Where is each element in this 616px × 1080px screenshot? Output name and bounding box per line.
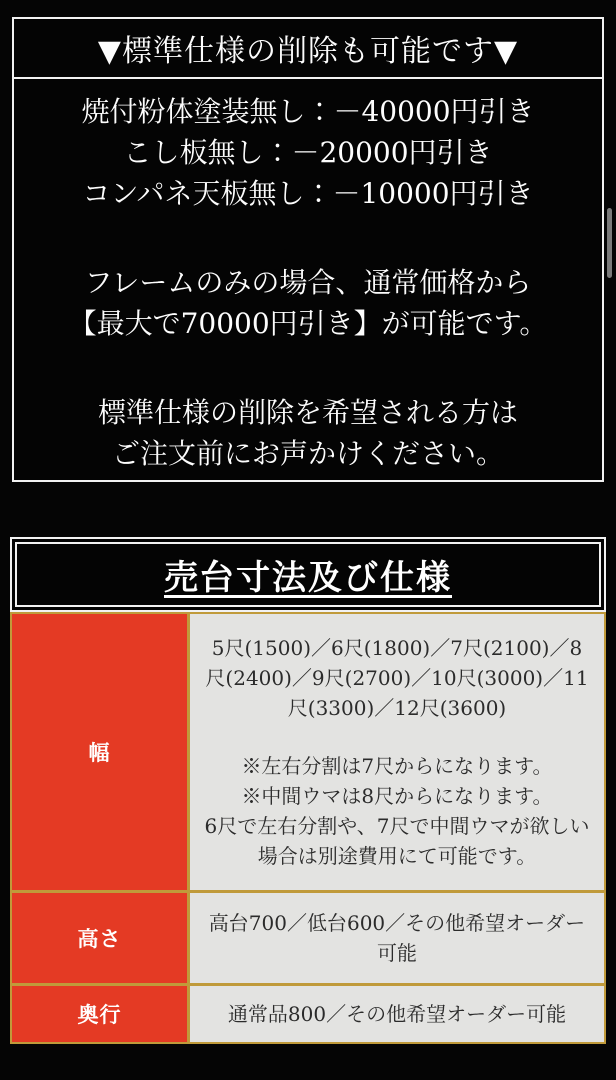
width-note-line: ※左右分割は7尺からになります。: [241, 754, 553, 778]
spec-title-inner: [15, 542, 601, 607]
notice-line: フレームのみの場合、通常価格から: [84, 266, 532, 299]
notice-line: 【最大で70000円引き】が可能です。: [68, 307, 548, 340]
notice-line: コンパネ天板無し：－10000円引き: [82, 177, 534, 210]
width-note-line: 6尺で左右分割や、7尺で中間ウマが欲しい場合は別途費用にて可能です。: [204, 814, 590, 868]
height-sizes-text: 高台700／低台600／その他希望オーダー可能: [208, 911, 586, 965]
spec-row-height-value: [190, 893, 604, 983]
scrollbar-thumb[interactable]: [607, 208, 612, 278]
width-note-line: ※中間ウマは8尺からになります。: [241, 784, 553, 808]
notice-paragraph-request: [14, 392, 602, 474]
depth-sizes-text: 通常品800／その他希望オーダー可能: [227, 1002, 567, 1026]
spec-row-depth-label: 奥行: [12, 986, 187, 1042]
notice-box: [12, 17, 604, 482]
notice-line: 標準仕様の削除を希望される方は: [97, 396, 518, 429]
notice-line: こし板無し：－20000円引き: [123, 136, 493, 169]
spec-row-depth-value: [190, 986, 604, 1042]
spec-title-box: [10, 537, 606, 612]
notice-body: [14, 79, 602, 474]
notice-line: 焼付粉体塗装無し：－40000円引き: [81, 95, 535, 128]
notice-title: ▼標準仕様の削除も可能です▼: [14, 19, 602, 79]
spec-row-width-label: 幅: [12, 614, 187, 890]
notice-paragraph-frame-only: [14, 262, 602, 344]
spec-title: 売台寸法及び仕様: [164, 558, 452, 598]
width-notes: [204, 751, 590, 871]
spec-row-width-value: [190, 614, 604, 890]
spec-row-height-label: 高さ: [12, 893, 187, 983]
notice-line: ご注文前にお声かけください。: [111, 437, 504, 470]
notice-paragraph-discounts: [14, 91, 602, 214]
spec-table: [10, 612, 606, 1044]
width-sizes-text: 5尺(1500)／6尺(1800)／7尺(2100)／8尺(2400)／9尺(2700)／10尺(3000)／11尺(3300)／12尺(3600): [205, 636, 589, 720]
